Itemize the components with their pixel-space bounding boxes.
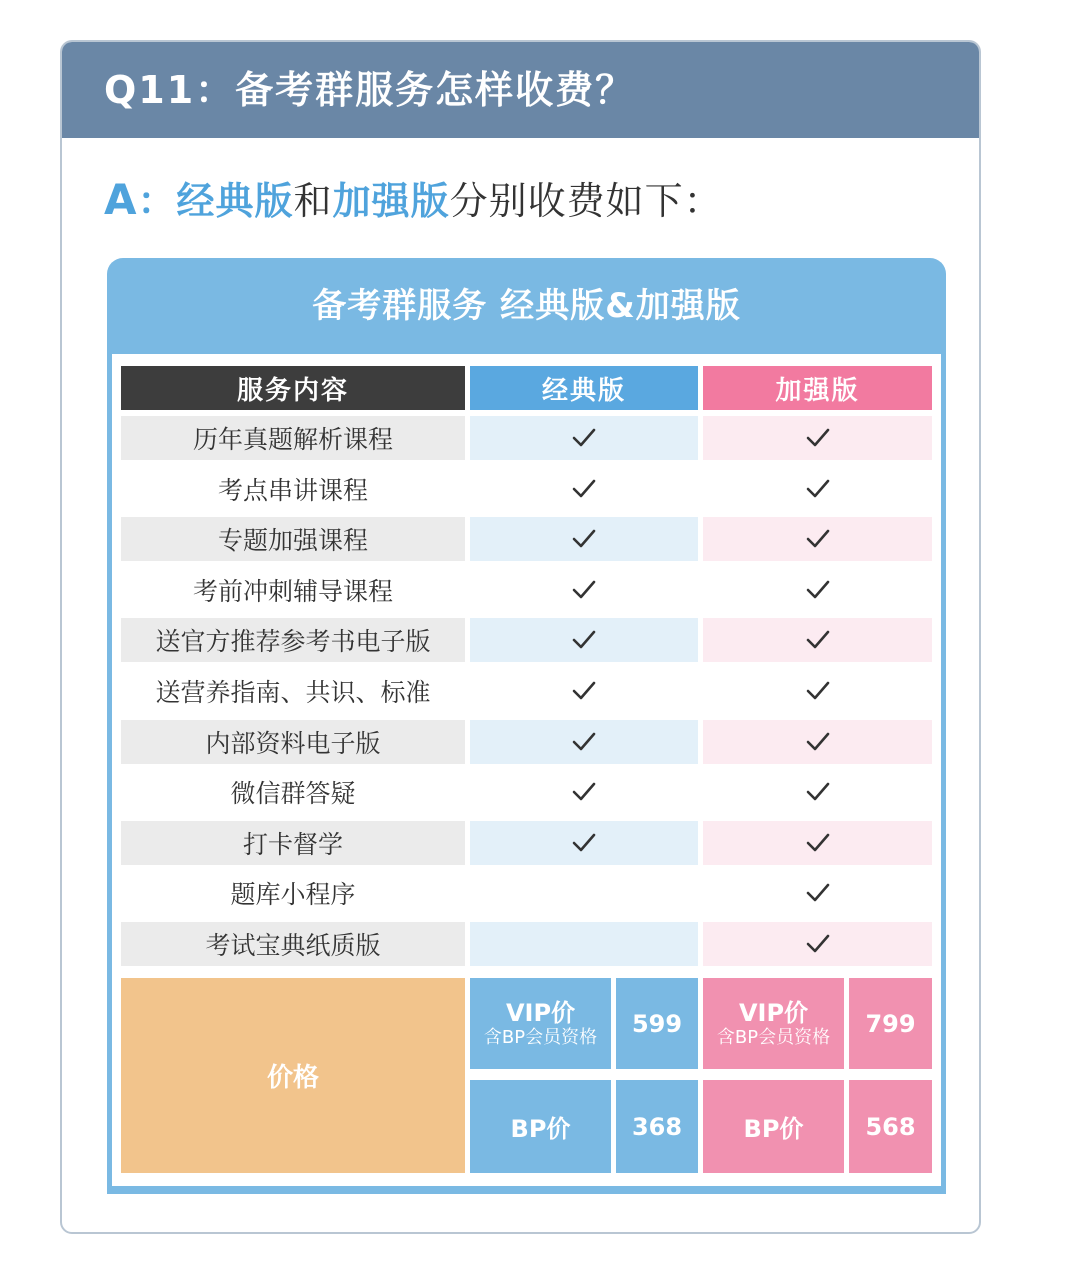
check-icon (805, 678, 831, 704)
row-name: 送营养指南、共识、标准 (155, 678, 431, 707)
row-classic (470, 517, 698, 561)
row-classic (470, 618, 698, 662)
check-icon (805, 880, 831, 906)
answer-joiner: 和 (293, 179, 333, 223)
row-name: 历年真题解析课程 (121, 416, 465, 460)
check-icon (805, 627, 831, 653)
row-name: 送官方推荐参考书电子版 (121, 618, 465, 662)
check-icon (571, 729, 597, 755)
vip-label: VIP价 (738, 998, 809, 1027)
row-classic (470, 821, 698, 865)
header-service: 服务内容 (121, 366, 465, 410)
row-name: 考点串讲课程 (217, 475, 368, 505)
vip-note: 含BP会员资格 (716, 1026, 831, 1048)
row-name: 打卡督学 (121, 821, 465, 865)
answer-tail: 分别收费如下： (449, 179, 723, 223)
check-icon (571, 476, 597, 502)
row-name: 考试宝典纸质版 (121, 922, 465, 966)
row-classic (470, 770, 698, 814)
row-enhanced (703, 568, 932, 612)
check-icon (571, 526, 597, 552)
row-classic (470, 568, 698, 612)
row-classic (470, 416, 698, 460)
row-classic (470, 922, 698, 966)
row-classic (470, 871, 698, 915)
answer-enhanced: 加强版 (332, 179, 450, 223)
vip-price-label (470, 978, 611, 1069)
header-enhanced: 加强版 (703, 366, 932, 410)
vip-price-label (703, 978, 844, 1069)
table-title: 备考群服务 经典版&加强版 (312, 286, 741, 326)
vip-label: VIP价 (505, 998, 576, 1027)
row-enhanced (703, 871, 932, 915)
row-enhanced (703, 821, 932, 865)
row-classic (470, 467, 698, 511)
row-enhanced (703, 618, 932, 662)
check-icon (571, 830, 597, 856)
row-name: 考前冲刺辅导课程 (192, 576, 393, 606)
answer-classic: 经典版 (176, 179, 294, 223)
answer-label: A (104, 175, 138, 224)
classic-vip-price: 599 (616, 978, 698, 1069)
bp-price-label: BP价 (470, 1080, 611, 1173)
check-icon (571, 627, 597, 653)
check-icon (805, 476, 831, 502)
vip-note: 含BP会员资格 (483, 1026, 598, 1048)
bp-price-label: BP价 (703, 1080, 844, 1173)
price-label: 价格 (121, 978, 465, 1173)
check-icon (805, 729, 831, 755)
row-classic (470, 669, 698, 713)
row-enhanced (703, 416, 932, 460)
enhanced-vip-price: 799 (849, 978, 932, 1069)
row-enhanced (703, 517, 932, 561)
row-name: 内部资料电子版 (121, 720, 465, 764)
table-body (112, 354, 941, 1186)
check-icon (805, 830, 831, 856)
faq-card (60, 40, 981, 1234)
enhanced-bp-price: 568 (849, 1080, 932, 1173)
question-title: Q11：备考群服务怎样收费？ (62, 42, 979, 138)
check-icon (805, 931, 831, 957)
check-icon (571, 678, 597, 704)
answer-sep: ： (137, 179, 177, 223)
pricing-table (107, 258, 946, 1194)
row-enhanced (703, 770, 932, 814)
check-icon (571, 577, 597, 603)
classic-bp-price: 368 (616, 1080, 698, 1173)
row-name: 题库小程序 (230, 880, 356, 910)
check-icon (571, 425, 597, 451)
row-enhanced (703, 720, 932, 764)
row-classic (470, 720, 698, 764)
header-classic: 经典版 (470, 366, 698, 410)
row-enhanced (703, 669, 932, 713)
check-icon (571, 779, 597, 805)
row-enhanced (703, 467, 932, 511)
check-icon (805, 526, 831, 552)
answer-line (104, 170, 723, 225)
check-icon (805, 577, 831, 603)
check-icon (805, 425, 831, 451)
row-name: 专题加强课程 (121, 517, 465, 561)
row-name: 微信群答疑 (230, 779, 356, 809)
row-enhanced (703, 922, 932, 966)
check-icon (805, 779, 831, 805)
